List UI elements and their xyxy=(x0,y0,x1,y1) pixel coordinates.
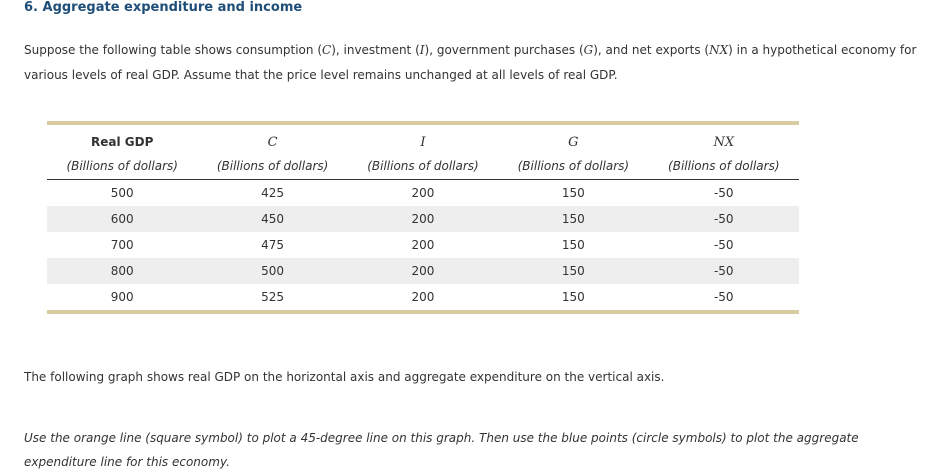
cell-g: 150 xyxy=(561,186,585,200)
subheader-g: (Billions of dollars) xyxy=(498,155,648,180)
cell-i: 200 xyxy=(411,186,435,200)
intro-var-nx: NX xyxy=(709,43,729,57)
subheader-real-gdp: (Billions of dollars) xyxy=(47,155,197,180)
cell-c: 525 xyxy=(261,290,285,304)
cell-g: 150 xyxy=(498,258,648,284)
table-header-row xyxy=(47,125,799,155)
header-c: C xyxy=(267,134,278,150)
header-g: G xyxy=(568,134,579,150)
instructions: Use the orange line (square symbol) to plot a 45-degree line on this graph. Then use the blue points (circle symbols) to plot the aggregate expenditure line for this economy. xyxy=(24,431,859,469)
cell-c: 450 xyxy=(197,206,347,232)
data-table-container xyxy=(47,121,799,314)
subheader-nx: (Billions of dollars) xyxy=(649,155,799,180)
cell-nx: -50 xyxy=(649,206,799,232)
header-real-gdp: Real GDP xyxy=(91,135,154,149)
intro-var-i: I xyxy=(419,43,425,57)
cell-c: 475 xyxy=(261,238,285,252)
subheader-c: (Billions of dollars) xyxy=(197,155,347,180)
cell-i: 200 xyxy=(348,258,498,284)
table-row xyxy=(47,284,799,310)
cell-real-gdp: 600 xyxy=(47,206,197,232)
table-row xyxy=(47,206,799,232)
cell-g: 150 xyxy=(498,206,648,232)
table-row xyxy=(47,232,799,258)
intro-paragraph xyxy=(24,38,929,88)
cell-i: 200 xyxy=(411,290,435,304)
intro-var-g: G xyxy=(583,43,594,57)
cell-nx: -50 xyxy=(713,290,734,304)
cell-nx: -50 xyxy=(649,258,799,284)
intro-text-3: ), government purchases ( xyxy=(424,43,584,57)
intro-text-1: Suppose the following table shows consumption ( xyxy=(24,43,322,57)
cell-g: 150 xyxy=(561,290,585,304)
cell-i: 200 xyxy=(411,238,435,252)
data-table xyxy=(47,125,799,310)
cell-real-gdp: 800 xyxy=(47,258,197,284)
intro-var-c: C xyxy=(322,43,332,57)
graph-description: The following graph shows real GDP on the horizontal axis and aggregate expenditure on the vertical axis. xyxy=(24,370,665,384)
cell-real-gdp: 500 xyxy=(110,186,134,200)
cell-real-gdp: 900 xyxy=(110,290,134,304)
intro-text-5: ) in a hypothetical economy for various levels of real GDP. Assume that the price level remains unchanged at all levels of real GDP. xyxy=(24,43,917,82)
header-nx: NX xyxy=(713,134,735,150)
cell-real-gdp: 700 xyxy=(110,238,134,252)
table-row xyxy=(47,258,799,284)
cell-nx: -50 xyxy=(713,186,734,200)
intro-text-2: ), investment ( xyxy=(331,43,420,57)
cell-g: 150 xyxy=(561,238,585,252)
cell-c: 500 xyxy=(197,258,347,284)
question-title: 6. Aggregate expenditure and income xyxy=(24,0,303,15)
table-subheader-row xyxy=(47,155,799,180)
subheader-i: (Billions of dollars) xyxy=(348,155,498,180)
table-row xyxy=(47,180,799,207)
cell-nx: -50 xyxy=(713,238,734,252)
intro-text-4: ), and net exports ( xyxy=(593,43,710,57)
cell-i: 200 xyxy=(348,206,498,232)
cell-c: 425 xyxy=(261,186,285,200)
header-i: I xyxy=(420,134,426,150)
